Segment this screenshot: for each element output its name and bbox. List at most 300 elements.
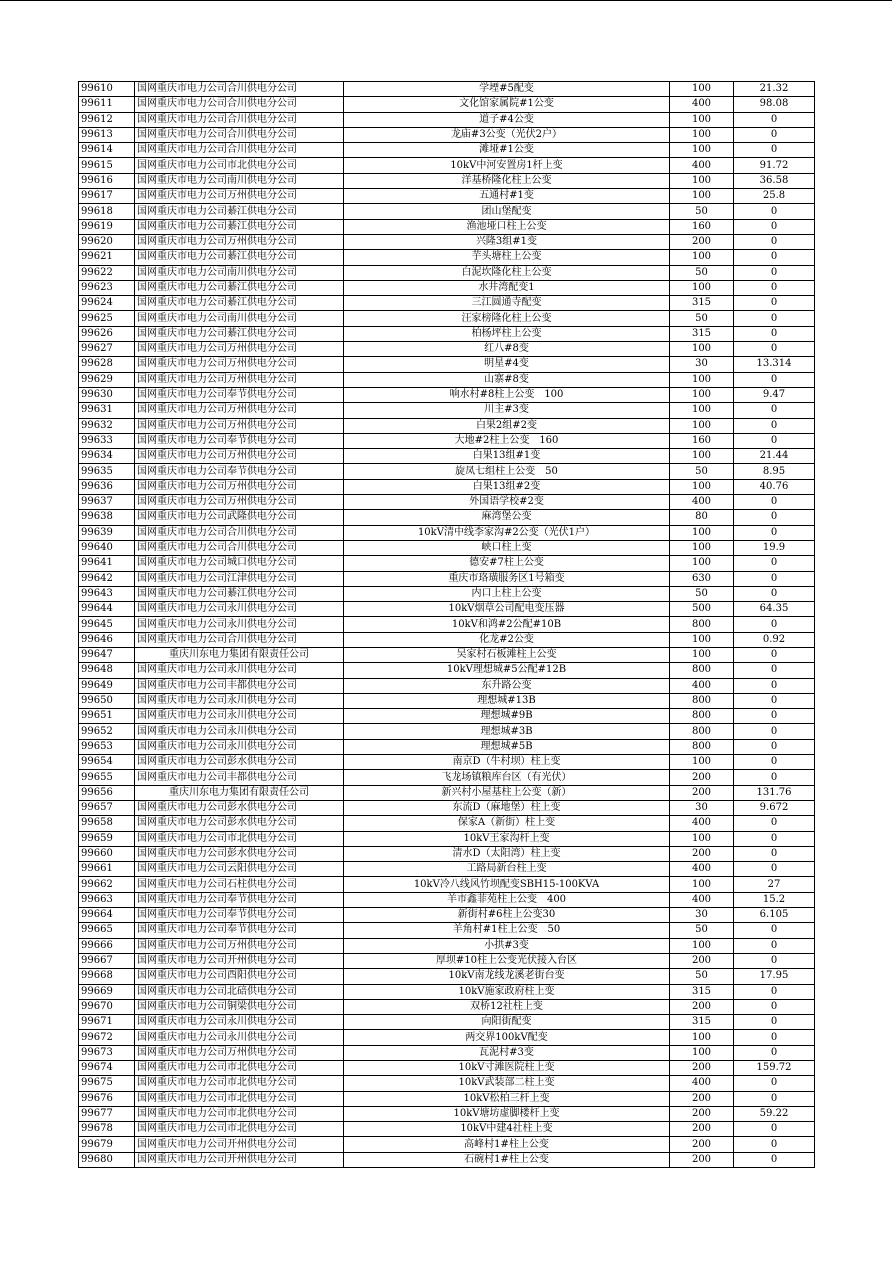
row-id-cell: 99636 — [79, 479, 135, 494]
company-name-cell: 国网重庆市电力公司永川供电分公司 — [135, 739, 344, 754]
row-id-cell: 99672 — [79, 1030, 135, 1045]
capacity-cell: 50 — [670, 586, 734, 601]
company-name-cell: 国网重庆市电力公司綦江供电分公司 — [135, 296, 344, 311]
company-name-cell: 国网重庆市电力公司綦江供电分公司 — [135, 280, 344, 295]
station-name-cell: 高峰村1#柱上公变 — [344, 1137, 670, 1152]
company-name-cell: 国网重庆市电力公司合川供电分公司 — [135, 632, 344, 647]
table-row — [79, 464, 815, 479]
row-id-cell: 99660 — [79, 846, 135, 861]
capacity-cell: 100 — [670, 82, 734, 97]
capacity-cell: 100 — [670, 250, 734, 265]
row-id-cell: 99678 — [79, 1122, 135, 1137]
value-cell: 0 — [734, 1076, 815, 1091]
table-row — [79, 418, 815, 433]
value-cell: 91.72 — [734, 158, 815, 173]
value-cell: 0 — [734, 571, 815, 586]
company-name-cell: 国网重庆市电力公司万州供电分公司 — [135, 357, 344, 372]
company-name-cell: 国网重庆市电力公司永川供电分公司 — [135, 709, 344, 724]
company-name-cell: 国网重庆市电力公司奉节供电分公司 — [135, 433, 344, 448]
company-name-cell: 国网重庆市电力公司彭水供电分公司 — [135, 755, 344, 770]
value-cell: 0.92 — [734, 632, 815, 647]
row-id-cell: 99674 — [79, 1061, 135, 1076]
company-name-cell: 国网重庆市电力公司万州供电分公司 — [135, 495, 344, 510]
capacity-cell: 160 — [670, 219, 734, 234]
company-name-cell: 国网重庆市电力公司合川供电分公司 — [135, 525, 344, 540]
company-name-cell: 国网重庆市电力公司南川供电分公司 — [135, 311, 344, 326]
company-name-cell: 国网重庆市电力公司奉节供电分公司 — [135, 464, 344, 479]
capacity-cell: 100 — [670, 387, 734, 402]
company-name-cell: 国网重庆市电力公司永川供电分公司 — [135, 617, 344, 632]
table-row — [79, 1152, 815, 1167]
value-cell: 0 — [734, 693, 815, 708]
capacity-cell: 100 — [670, 647, 734, 662]
value-cell: 0 — [734, 1137, 815, 1152]
station-name-cell: 渔池垭口柱上公变 — [344, 219, 670, 234]
station-name-cell: 学堙#5配变 — [344, 82, 670, 97]
row-id-cell: 99643 — [79, 586, 135, 601]
table-row — [79, 923, 815, 938]
capacity-cell: 30 — [670, 800, 734, 815]
value-cell: 0 — [734, 296, 815, 311]
company-name-cell: 国网重庆市电力公司丰都供电分公司 — [135, 678, 344, 693]
company-name-cell: 国网重庆市电力公司酉阳供电分公司 — [135, 969, 344, 984]
capacity-cell: 800 — [670, 739, 734, 754]
row-id-cell: 99648 — [79, 663, 135, 678]
company-name-cell: 国网重庆市电力公司永川供电分公司 — [135, 1030, 344, 1045]
table-row — [79, 82, 815, 97]
row-id-cell: 99663 — [79, 892, 135, 907]
company-name-cell: 国网重庆市电力公司奉节供电分公司 — [135, 908, 344, 923]
capacity-cell: 100 — [670, 831, 734, 846]
station-name-cell: 10kV和鸿#2公配#10B — [344, 617, 670, 632]
capacity-cell: 100 — [670, 173, 734, 188]
station-name-cell: 龙庙#3公变（光伏2户） — [344, 127, 670, 142]
station-name-cell: 川主#3变 — [344, 403, 670, 418]
capacity-cell: 80 — [670, 510, 734, 525]
station-name-cell: 工路局新台柱上变 — [344, 862, 670, 877]
table-row — [79, 342, 815, 357]
row-id-cell: 99613 — [79, 127, 135, 142]
table-row — [79, 755, 815, 770]
company-name-cell: 国网重庆市电力公司万州供电分公司 — [135, 342, 344, 357]
value-cell: 0 — [734, 663, 815, 678]
company-name-cell: 重庆川东电力集团有限责任公司 — [135, 785, 344, 800]
row-id-cell: 99657 — [79, 800, 135, 815]
company-name-cell: 国网重庆市电力公司彭水供电分公司 — [135, 846, 344, 861]
value-cell: 27 — [734, 877, 815, 892]
station-name-cell: 响水村#8柱上公变 100 — [344, 387, 670, 402]
table-row — [79, 433, 815, 448]
capacity-cell: 100 — [670, 755, 734, 770]
capacity-cell: 100 — [670, 556, 734, 571]
station-name-cell: 峡口柱上变 — [344, 540, 670, 555]
row-id-cell: 99668 — [79, 969, 135, 984]
station-name-cell: 白泥坎隆化柱上公变 — [344, 265, 670, 280]
value-cell: 98.08 — [734, 97, 815, 112]
value-cell: 0 — [734, 1015, 815, 1030]
row-id-cell: 99653 — [79, 739, 135, 754]
row-id-cell: 99656 — [79, 785, 135, 800]
value-cell: 9.672 — [734, 800, 815, 815]
value-cell: 40.76 — [734, 479, 815, 494]
row-id-cell: 99618 — [79, 204, 135, 219]
station-name-cell: 小拱#3变 — [344, 938, 670, 953]
table-row — [79, 739, 815, 754]
table-row — [79, 785, 815, 800]
company-name-cell: 国网重庆市电力公司万州供电分公司 — [135, 479, 344, 494]
company-name-cell: 国网重庆市电力公司南川供电分公司 — [135, 173, 344, 188]
company-name-cell: 国网重庆市电力公司合川供电分公司 — [135, 143, 344, 158]
value-cell: 0 — [734, 143, 815, 158]
row-id-cell: 99641 — [79, 556, 135, 571]
capacity-cell: 200 — [670, 770, 734, 785]
capacity-cell: 200 — [670, 1106, 734, 1121]
station-name-cell: 10kV施家政府柱上变 — [344, 984, 670, 999]
capacity-cell: 100 — [670, 342, 734, 357]
table-row — [79, 280, 815, 295]
station-name-cell: 向阳街配变 — [344, 1015, 670, 1030]
row-id-cell: 99619 — [79, 219, 135, 234]
company-name-cell: 国网重庆市电力公司永川供电分公司 — [135, 663, 344, 678]
company-name-cell: 国网重庆市电力公司北碚供电分公司 — [135, 984, 344, 999]
station-name-cell: 瓦泥村#3变 — [344, 1045, 670, 1060]
capacity-cell: 800 — [670, 617, 734, 632]
station-name-cell: 麻湾堡公变 — [344, 510, 670, 525]
row-id-cell: 99637 — [79, 495, 135, 510]
table-row — [79, 1106, 815, 1121]
company-name-cell: 国网重庆市电力公司市北供电分公司 — [135, 1076, 344, 1091]
row-id-cell: 99652 — [79, 724, 135, 739]
row-id-cell: 99671 — [79, 1015, 135, 1030]
company-name-cell: 国网重庆市电力公司綦江供电分公司 — [135, 586, 344, 601]
station-name-cell: 兴隆3组#1变 — [344, 234, 670, 249]
station-name-cell: 东升路公变 — [344, 678, 670, 693]
table-row — [79, 387, 815, 402]
value-cell: 0 — [734, 770, 815, 785]
table-body — [79, 82, 815, 1168]
capacity-cell: 100 — [670, 112, 734, 127]
row-id-cell: 99633 — [79, 433, 135, 448]
row-id-cell: 99666 — [79, 938, 135, 953]
table-row — [79, 877, 815, 892]
station-name-cell: 理想城#5B — [344, 739, 670, 754]
capacity-cell: 50 — [670, 464, 734, 479]
station-name-cell: 柏杨坪柱上公变 — [344, 326, 670, 341]
table-row — [79, 525, 815, 540]
row-id-cell: 99615 — [79, 158, 135, 173]
station-name-cell: 保家A（新街）柱上变 — [344, 816, 670, 831]
row-id-cell: 99628 — [79, 357, 135, 372]
capacity-cell: 100 — [670, 479, 734, 494]
table-row — [79, 1045, 815, 1060]
station-name-cell: 洋基桥隆化柱上公变 — [344, 173, 670, 188]
row-id-cell: 99676 — [79, 1091, 135, 1106]
table-row — [79, 296, 815, 311]
capacity-cell: 160 — [670, 433, 734, 448]
row-id-cell: 99651 — [79, 709, 135, 724]
capacity-cell: 30 — [670, 908, 734, 923]
row-id-cell: 99654 — [79, 755, 135, 770]
station-name-cell: 10kV清中线李家沟#2公变（光伏1户） — [344, 525, 670, 540]
company-name-cell: 国网重庆市电力公司綦江供电分公司 — [135, 326, 344, 341]
company-name-cell: 国网重庆市电力公司市北供电分公司 — [135, 1106, 344, 1121]
company-name-cell: 国网重庆市电力公司奉节供电分公司 — [135, 923, 344, 938]
row-id-cell: 99677 — [79, 1106, 135, 1121]
station-name-cell: 两交界100kV配变 — [344, 1030, 670, 1045]
row-id-cell: 99673 — [79, 1045, 135, 1060]
station-name-cell: 吴家村石板滩柱上公变 — [344, 647, 670, 662]
company-name-cell: 国网重庆市电力公司奉节供电分公司 — [135, 387, 344, 402]
value-cell: 17.95 — [734, 969, 815, 984]
station-name-cell: 化龙#2公变 — [344, 632, 670, 647]
capacity-cell: 50 — [670, 265, 734, 280]
station-name-cell: 文化馆家属院#1公变 — [344, 97, 670, 112]
table-row — [79, 969, 815, 984]
row-id-cell: 99670 — [79, 999, 135, 1014]
capacity-cell: 315 — [670, 296, 734, 311]
value-cell: 59.22 — [734, 1106, 815, 1121]
row-id-cell: 99626 — [79, 326, 135, 341]
company-name-cell: 国网重庆市电力公司南川供电分公司 — [135, 265, 344, 280]
table-row — [79, 984, 815, 999]
capacity-cell: 400 — [670, 862, 734, 877]
capacity-cell: 100 — [670, 143, 734, 158]
capacity-cell: 100 — [670, 540, 734, 555]
row-id-cell: 99647 — [79, 647, 135, 662]
capacity-cell: 100 — [670, 632, 734, 647]
capacity-cell: 800 — [670, 693, 734, 708]
value-cell: 0 — [734, 678, 815, 693]
row-id-cell: 99617 — [79, 189, 135, 204]
capacity-cell: 315 — [670, 984, 734, 999]
company-name-cell: 国网重庆市电力公司市北供电分公司 — [135, 831, 344, 846]
table-row — [79, 846, 815, 861]
value-cell: 0 — [734, 755, 815, 770]
station-name-cell: 飞龙场镇粮库台区（有光伏） — [344, 770, 670, 785]
station-name-cell: 大地#2柱上公变 160 — [344, 433, 670, 448]
station-name-cell: 理想城#3B — [344, 724, 670, 739]
company-name-cell: 国网重庆市电力公司合川供电分公司 — [135, 97, 344, 112]
capacity-cell: 200 — [670, 1152, 734, 1167]
table-row — [79, 571, 815, 586]
table-row — [79, 265, 815, 280]
capacity-cell: 315 — [670, 326, 734, 341]
station-name-cell: 厚坝#10柱上公变光伏接入台区 — [344, 953, 670, 968]
company-name-cell: 国网重庆市电力公司开州供电分公司 — [135, 953, 344, 968]
capacity-cell: 200 — [670, 1091, 734, 1106]
capacity-cell: 50 — [670, 204, 734, 219]
table-row — [79, 112, 815, 127]
row-id-cell: 99624 — [79, 296, 135, 311]
table-row — [79, 1076, 815, 1091]
table-row — [79, 1137, 815, 1152]
table-row — [79, 1030, 815, 1045]
station-name-cell: 理想城#13B — [344, 693, 670, 708]
capacity-cell: 100 — [670, 877, 734, 892]
capacity-cell: 200 — [670, 1061, 734, 1076]
capacity-cell: 200 — [670, 785, 734, 800]
station-name-cell: 德安#7柱上公变 — [344, 556, 670, 571]
company-name-cell: 国网重庆市电力公司彭水供电分公司 — [135, 800, 344, 815]
company-name-cell: 国网重庆市电力公司合川供电分公司 — [135, 127, 344, 142]
station-name-cell: 10kV王家沟杆上变 — [344, 831, 670, 846]
company-name-cell: 国网重庆市电力公司万州供电分公司 — [135, 234, 344, 249]
station-name-cell: 道子#4公变 — [344, 112, 670, 127]
value-cell: 0 — [734, 265, 815, 280]
station-name-cell: 10kV南龙线龙溪老街台变 — [344, 969, 670, 984]
capacity-cell: 500 — [670, 602, 734, 617]
capacity-cell: 800 — [670, 663, 734, 678]
value-cell: 0 — [734, 586, 815, 601]
value-cell: 0 — [734, 1045, 815, 1060]
value-cell: 0 — [734, 984, 815, 999]
row-id-cell: 99642 — [79, 571, 135, 586]
value-cell: 0 — [734, 923, 815, 938]
row-id-cell: 99627 — [79, 342, 135, 357]
table-row — [79, 724, 815, 739]
row-id-cell: 99638 — [79, 510, 135, 525]
row-id-cell: 99639 — [79, 525, 135, 540]
value-cell: 0 — [734, 280, 815, 295]
table-row — [79, 999, 815, 1014]
value-cell: 0 — [734, 953, 815, 968]
company-name-cell: 国网重庆市电力公司永川供电分公司 — [135, 693, 344, 708]
row-id-cell: 99658 — [79, 816, 135, 831]
value-cell: 0 — [734, 403, 815, 418]
company-name-cell: 国网重庆市电力公司永川供电分公司 — [135, 602, 344, 617]
value-cell: 0 — [734, 311, 815, 326]
capacity-cell: 100 — [670, 525, 734, 540]
capacity-cell: 200 — [670, 953, 734, 968]
capacity-cell: 30 — [670, 357, 734, 372]
company-name-cell: 国网重庆市电力公司綦江供电分公司 — [135, 219, 344, 234]
company-name-cell: 国网重庆市电力公司市北供电分公司 — [135, 1091, 344, 1106]
table-row — [79, 326, 815, 341]
row-id-cell: 99616 — [79, 173, 135, 188]
row-id-cell: 99649 — [79, 678, 135, 693]
value-cell: 0 — [734, 495, 815, 510]
value-cell: 0 — [734, 816, 815, 831]
value-cell: 0 — [734, 709, 815, 724]
table-row — [79, 158, 815, 173]
row-id-cell: 99614 — [79, 143, 135, 158]
station-name-cell: 滩垭#1公变 — [344, 143, 670, 158]
capacity-cell: 100 — [670, 403, 734, 418]
company-name-cell: 国网重庆市电力公司綦江供电分公司 — [135, 204, 344, 219]
value-cell: 6.105 — [734, 908, 815, 923]
table-row — [79, 938, 815, 953]
company-name-cell: 国网重庆市电力公司万州供电分公司 — [135, 1045, 344, 1060]
company-name-cell: 国网重庆市电力公司云阳供电分公司 — [135, 862, 344, 877]
capacity-cell: 400 — [670, 158, 734, 173]
capacity-cell: 50 — [670, 923, 734, 938]
value-cell: 19.9 — [734, 540, 815, 555]
value-cell: 0 — [734, 1152, 815, 1167]
capacity-cell: 100 — [670, 1045, 734, 1060]
value-cell: 8.95 — [734, 464, 815, 479]
station-name-cell: 10kV中河安置房1杆上变 — [344, 158, 670, 173]
table-row — [79, 219, 815, 234]
transformer-table — [78, 81, 815, 1168]
row-id-cell: 99631 — [79, 403, 135, 418]
station-name-cell: 旋凤七组柱上公变 50 — [344, 464, 670, 479]
station-name-cell: 10kV塘坊虚脚楼杆上变 — [344, 1106, 670, 1121]
value-cell: 159.72 — [734, 1061, 815, 1076]
value-cell: 0 — [734, 556, 815, 571]
row-id-cell: 99622 — [79, 265, 135, 280]
value-cell: 0 — [734, 831, 815, 846]
table-row — [79, 770, 815, 785]
row-id-cell: 99665 — [79, 923, 135, 938]
company-name-cell: 国网重庆市电力公司万州供电分公司 — [135, 189, 344, 204]
station-name-cell: 明星#4变 — [344, 357, 670, 372]
row-id-cell: 99629 — [79, 372, 135, 387]
company-name-cell: 国网重庆市电力公司万州供电分公司 — [135, 403, 344, 418]
row-id-cell: 99644 — [79, 602, 135, 617]
station-name-cell: 10kV冷八线风竹坝配变SBH15-100KVA — [344, 877, 670, 892]
company-name-cell: 国网重庆市电力公司丰都供电分公司 — [135, 770, 344, 785]
capacity-cell: 630 — [670, 571, 734, 586]
value-cell: 0 — [734, 372, 815, 387]
table-row — [79, 250, 815, 265]
table-row — [79, 495, 815, 510]
table-row — [79, 234, 815, 249]
table-row — [79, 189, 815, 204]
station-name-cell: 理想城#9B — [344, 709, 670, 724]
station-name-cell: 三江圆通寺配变 — [344, 296, 670, 311]
value-cell: 0 — [734, 846, 815, 861]
table-row — [79, 602, 815, 617]
station-name-cell: 芋头塘柱上公变 — [344, 250, 670, 265]
company-name-cell: 国网重庆市电力公司石柱供电分公司 — [135, 877, 344, 892]
value-cell: 0 — [734, 418, 815, 433]
capacity-cell: 200 — [670, 234, 734, 249]
capacity-cell: 50 — [670, 969, 734, 984]
table-row — [79, 663, 815, 678]
value-cell: 21.32 — [734, 82, 815, 97]
table-row — [79, 953, 815, 968]
row-id-cell: 99632 — [79, 418, 135, 433]
table-row — [79, 1061, 815, 1076]
company-name-cell: 国网重庆市电力公司合川供电分公司 — [135, 540, 344, 555]
table-row — [79, 357, 815, 372]
capacity-cell: 100 — [670, 1030, 734, 1045]
station-name-cell: 新兴村小屋基柱上公变（新） — [344, 785, 670, 800]
table-row — [79, 449, 815, 464]
company-name-cell: 国网重庆市电力公司市北供电分公司 — [135, 1122, 344, 1137]
station-name-cell: 红八#8变 — [344, 342, 670, 357]
capacity-cell: 800 — [670, 724, 734, 739]
station-name-cell: 清水D（太阳湾）柱上变 — [344, 846, 670, 861]
station-name-cell: 白果13组#2变 — [344, 479, 670, 494]
row-id-cell: 99630 — [79, 387, 135, 402]
capacity-cell: 100 — [670, 280, 734, 295]
station-name-cell: 10kV松柏三杆上变 — [344, 1091, 670, 1106]
value-cell: 13.314 — [734, 357, 815, 372]
station-name-cell: 重庆市珞璜服务区1号箱变 — [344, 571, 670, 586]
station-name-cell: 水井湾配变1 — [344, 280, 670, 295]
row-id-cell: 99625 — [79, 311, 135, 326]
capacity-cell: 100 — [670, 127, 734, 142]
value-cell: 0 — [734, 1091, 815, 1106]
station-name-cell: 外国语学校#2变 — [344, 495, 670, 510]
value-cell: 21.44 — [734, 449, 815, 464]
table-row — [79, 908, 815, 923]
capacity-cell: 200 — [670, 999, 734, 1014]
table-row — [79, 127, 815, 142]
company-name-cell: 国网重庆市电力公司万州供电分公司 — [135, 418, 344, 433]
row-id-cell: 99667 — [79, 953, 135, 968]
